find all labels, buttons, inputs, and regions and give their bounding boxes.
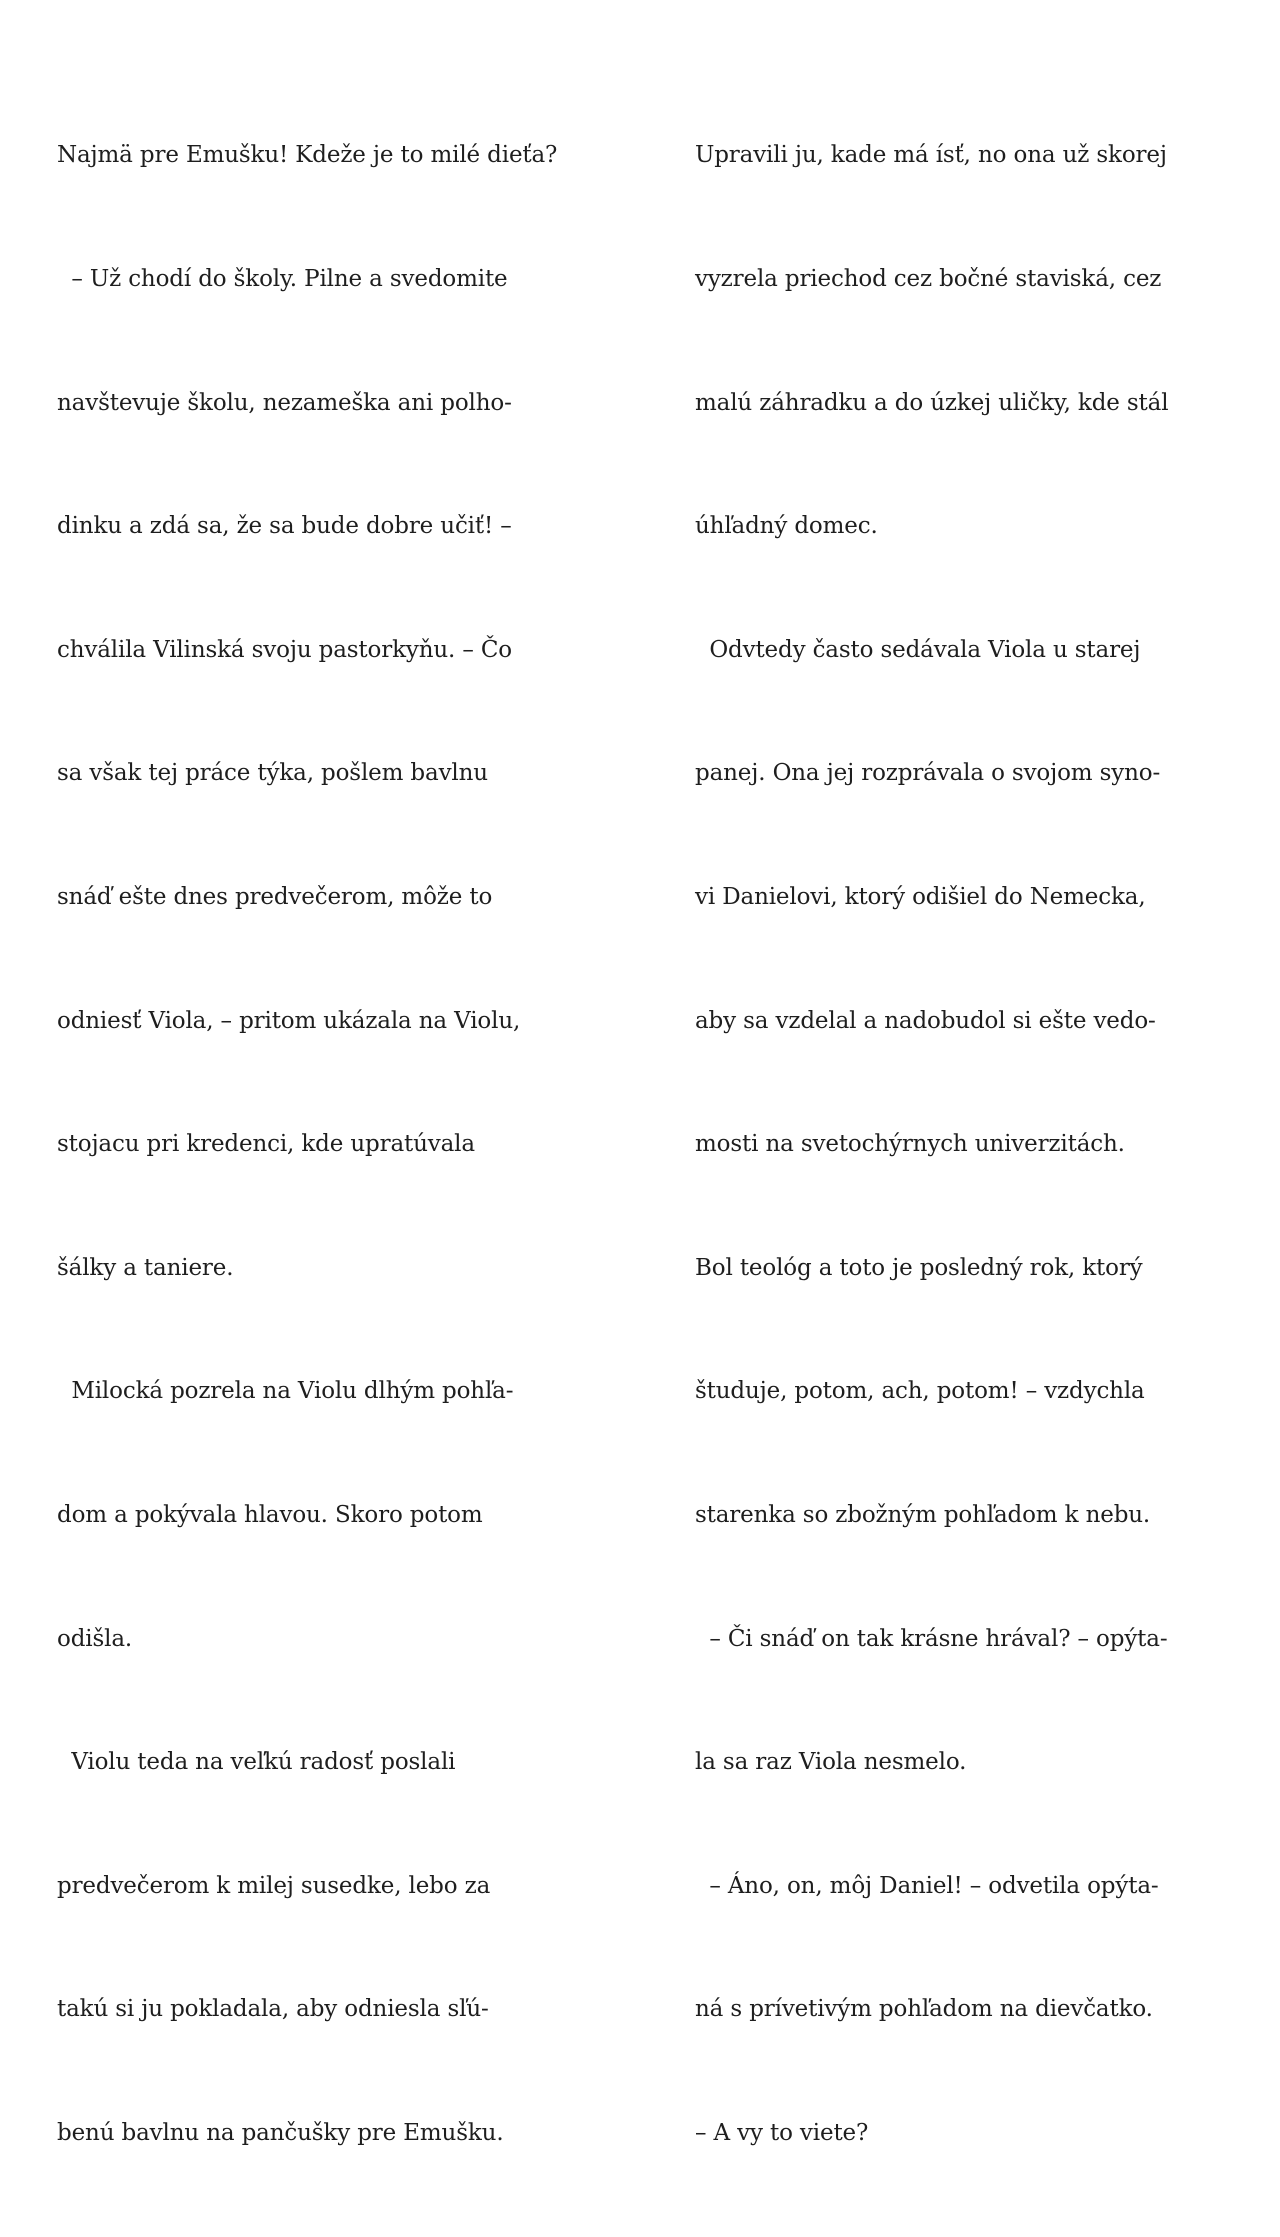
text-line: – Či snáď on tak krásne hrával? – opýta- xyxy=(695,1625,1168,1652)
text-line: ná s prívetivým pohľadom na dievčatko. xyxy=(695,1996,1153,2023)
text-line: predvečerom k milej susedke, lebo za xyxy=(57,1872,491,1899)
text-line: takú si ju pokladala, aby odniesla sľú- xyxy=(57,1996,489,2023)
text-line: la sa raz Viola nesmelo. xyxy=(695,1749,967,1776)
text-line: vi Danielovi, ktorý odišiel do Nemecka, xyxy=(695,883,1146,910)
text-line: Upravili ju, kade má ísť, no ona už skorej xyxy=(695,142,1167,169)
right-page xyxy=(640,0,1280,2146)
text-line: Violu teda na veľkú radosť poslali xyxy=(57,1749,456,1776)
right-page-text xyxy=(695,53,1168,2237)
left-page xyxy=(0,0,640,2146)
text-line: dom a pokývala hlavou. Skoro potom xyxy=(57,1501,483,1528)
text-line: starenka so zbožným pohľadom k nebu. xyxy=(695,1501,1151,1528)
text-line: benú bavlnu na pančušky pre Emušku. xyxy=(57,2119,504,2146)
text-line: chválila Vilinská svoju pastorkyňu. – Čo xyxy=(57,636,512,663)
text-line: Bol teológ a toto je posledný rok, ktorý xyxy=(695,1254,1143,1281)
text-line: odniesť Viola, – pritom ukázala na Violu, xyxy=(57,1007,521,1034)
text-line: navštevuje školu, nezameška ani polho- xyxy=(57,389,512,416)
text-line: panej. Ona jej rozprávala o svojom syno- xyxy=(695,760,1161,787)
text-line: študuje, potom, ach, potom! – vzdychla xyxy=(695,1378,1145,1405)
text-line: sa však tej práce týka, pošlem bavlnu xyxy=(57,760,488,787)
text-line: snáď ešte dnes predvečerom, môže to xyxy=(57,883,493,910)
text-line: vyzrela priechod cez bočné staviská, cez xyxy=(695,266,1162,292)
text-line: úhľadný domec. xyxy=(695,513,878,540)
text-line: dinku a zdá sa, že sa bude dobre učiť! – xyxy=(57,513,512,540)
left-page-text xyxy=(57,53,557,2237)
text-line: Milocká pozrela na Violu dlhým pohľa- xyxy=(57,1378,514,1405)
text-line: mosti na svetochýrnych univerzitách. xyxy=(695,1131,1125,1158)
text-line: odišla. xyxy=(57,1625,133,1652)
text-line: – Už chodí do školy. Pilne a svedomite xyxy=(57,266,508,292)
text-line: – Áno, on, môj Daniel! – odvetila opýta- xyxy=(695,1872,1159,1899)
text-line: – A vy to viete? xyxy=(695,2119,869,2146)
text-line: stojacu pri kredenci, kde upratúvala xyxy=(57,1131,475,1158)
text-line: aby sa vzdelal a nadobudol si ešte vedo- xyxy=(695,1007,1156,1034)
text-line: Odvtedy často sedávala Viola u starej xyxy=(695,636,1141,663)
text-line: šálky a taniere. xyxy=(57,1254,234,1281)
text-line: malú záhradku a do úzkej uličky, kde stál xyxy=(695,389,1169,416)
text-line: Najmä pre Emušku! Kdeže je to milé dieťa? xyxy=(57,142,558,169)
